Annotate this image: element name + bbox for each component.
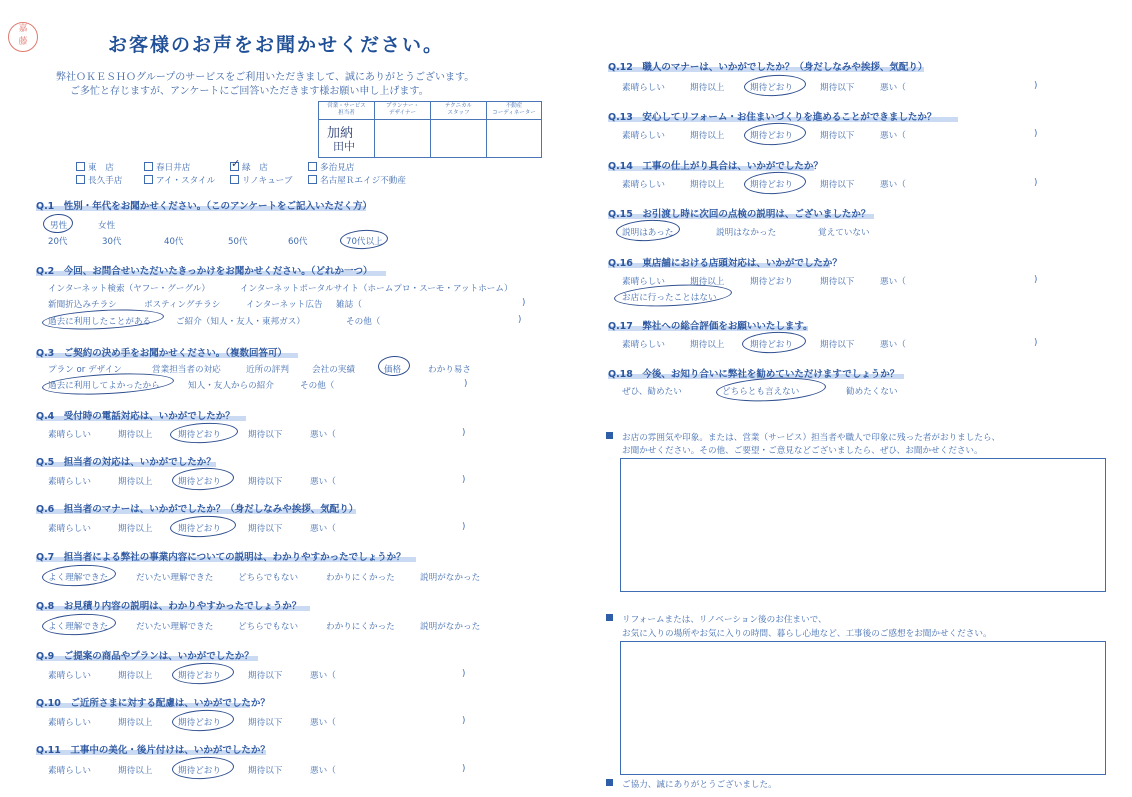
answer-circle xyxy=(615,218,680,242)
staff-header-realestate: 不動産 コーディネーター xyxy=(487,102,541,120)
q3-label: Q.3 ご契約の決め手をお聞かせください。（複数回答可） xyxy=(36,348,288,359)
answer-circle xyxy=(42,307,165,332)
q1-label: Q.1 性別・年代をお聞かせください。（このアンケートをご記入いただく方） xyxy=(36,201,372,212)
q3-opt-friend-referral[interactable]: 知人・友人からの紹介 xyxy=(188,381,274,391)
q13-opt-bad[interactable]: 悪い（ xyxy=(880,131,906,141)
q15-opt-explained[interactable]: 説明はあった xyxy=(622,228,674,238)
checkbox-icon xyxy=(144,162,153,171)
answer-circle xyxy=(42,563,117,588)
q5-opt-excellent[interactable]: 素晴らしい xyxy=(48,477,91,487)
q14-opt-excellent[interactable]: 素晴らしい xyxy=(622,180,665,190)
q17-opt-above[interactable]: 期待以上 xyxy=(690,340,725,350)
q8-opt-neutral[interactable]: どちらでもない xyxy=(238,622,299,632)
q17-opt-excellent[interactable]: 素晴らしい xyxy=(622,340,665,350)
staff-header-technical: テクニカル スタッフ xyxy=(431,102,486,120)
q11-opt-above[interactable]: 期待以上 xyxy=(118,766,153,776)
handwritten-staff-1: 加納 xyxy=(327,126,354,141)
q13-opt-as-expected[interactable]: 期待どおり xyxy=(750,131,793,141)
q10-opt-below[interactable]: 期待以下 xyxy=(248,718,283,728)
q9-opt-excellent[interactable]: 素晴らしい xyxy=(48,671,91,681)
q3-opt-price[interactable]: 価格 xyxy=(384,365,402,375)
q8-opt-none[interactable]: 説明がなかった xyxy=(420,622,481,632)
q13-paren-close: ) xyxy=(1034,129,1038,139)
checkmark-icon: ✓ xyxy=(231,157,241,170)
q4-opt-above[interactable]: 期待以上 xyxy=(118,430,153,440)
q9-label: Q.9 ご提案の商品やプランは、いかがでしたか？ xyxy=(36,651,254,662)
bullet-square-icon xyxy=(606,432,613,439)
q4-opt-excellent[interactable]: 素晴らしい xyxy=(48,430,91,440)
checkbox-icon xyxy=(308,162,317,171)
intro-line-2: ご多忙と存じますが、アンケートにご回答いただきます様お願い申し上げます。 xyxy=(70,86,429,97)
q6-opt-below[interactable]: 期待以下 xyxy=(248,524,283,534)
q14-opt-below[interactable]: 期待以下 xyxy=(820,180,855,190)
q9-opt-below[interactable]: 期待以下 xyxy=(248,671,283,681)
q13-opt-excellent[interactable]: 素晴らしい xyxy=(622,131,665,141)
answer-circle xyxy=(743,121,806,146)
staff-header-sales: 営業・サービス 担当者 xyxy=(319,102,374,120)
q6-opt-bad[interactable]: 悪い（ xyxy=(310,524,336,534)
q16-opt-bad[interactable]: 悪い（ xyxy=(880,277,906,287)
q16-opt-excellent[interactable]: 素晴らしい xyxy=(622,277,665,287)
q18-opt-not-recommend[interactable]: 勧めたくない xyxy=(846,387,898,397)
comment2-prompt-line1: リフォームまたは、リノベーション後のお住まいで、 xyxy=(622,615,827,625)
q2-label: Q.2 今回、お問合せいただいたきっかけをお聞かせください。（どれか一つ） xyxy=(36,266,373,277)
q17-paren-close: ) xyxy=(1034,338,1038,348)
q5-opt-bad[interactable]: 悪い（ xyxy=(310,477,336,487)
q8-opt-hard[interactable]: わかりにくかった xyxy=(326,622,395,632)
q12-paren-close: ) xyxy=(1034,81,1038,91)
checkbox-icon xyxy=(76,162,85,171)
q16-opt-below[interactable]: 期待以下 xyxy=(820,277,855,287)
staff-table xyxy=(318,101,542,158)
q12-label: Q.12 職人のマナーは、いかがでしたか？（身だしなみや挨拶、気配り） xyxy=(608,62,928,73)
q8-opt-mostly[interactable]: だいたい理解できた xyxy=(136,622,214,632)
comment2-prompt-line2: お気に入りの場所やお気に入りの時間、暮らし心地など、工事後のご感想をお聞かせください。 xyxy=(622,629,992,639)
q12-opt-above[interactable]: 期待以上 xyxy=(690,83,725,93)
q13-label: Q.13 安心してリフォーム・お住まいづくりを進めることができましたか？ xyxy=(608,112,937,123)
q3-opt-record[interactable]: 会社の実績 xyxy=(312,365,355,375)
q14-opt-as-expected[interactable]: 期待どおり xyxy=(750,180,793,190)
q18-opt-recommend[interactable]: ぜひ、勧めたい xyxy=(622,387,682,397)
store-nagakute[interactable]: 長久手店 xyxy=(76,174,122,186)
q3-opt-past-good[interactable]: 過去に利用してよかったから xyxy=(48,381,160,391)
q6-opt-above[interactable]: 期待以上 xyxy=(118,524,153,534)
q2-paren-close: ) xyxy=(522,298,526,308)
q18-opt-neutral[interactable]: どちらとも言えない xyxy=(722,387,800,397)
q3-opt-clarity[interactable]: わかり易さ xyxy=(428,365,471,375)
q3-opt-sales[interactable]: 営業担当者の対応 xyxy=(152,365,221,375)
bullet-square-icon xyxy=(606,779,613,786)
q2-opt-newspaper[interactable]: 新聞折込みチラシ xyxy=(48,300,117,310)
q16-opt-never-visited[interactable]: お店に行ったことはない xyxy=(622,293,717,303)
q2-opt-portal[interactable]: インターネットポータルサイト（ホームプロ・スーモ・アットホーム） xyxy=(240,284,513,294)
q17-opt-below[interactable]: 期待以下 xyxy=(820,340,855,350)
q2-opt-other[interactable]: その他（ xyxy=(346,317,381,327)
q7-opt-mostly[interactable]: だいたい理解できた xyxy=(136,573,214,583)
handwritten-staff-2: 田中 xyxy=(333,140,355,153)
seal-stamp: 嘉 藤 xyxy=(8,22,38,52)
q9-opt-bad[interactable]: 悪い（ xyxy=(310,671,336,681)
answer-circle xyxy=(340,229,389,250)
q12-opt-excellent[interactable]: 素晴らしい xyxy=(622,83,665,93)
q9-opt-as-expected[interactable]: 期待どおり xyxy=(178,671,221,681)
q7-label: Q.7 担当者による弊社の事業内容についての説明は、わかりやすかったでしょうか？ xyxy=(36,552,406,563)
q10-opt-bad[interactable]: 悪い（ xyxy=(310,718,336,728)
q1-age-20[interactable]: 20代 xyxy=(48,237,68,247)
q11-paren-close: ) xyxy=(462,764,466,774)
closing-text: ご協力、誠にありがとうございました。 xyxy=(622,780,777,790)
q13-opt-below[interactable]: 期待以下 xyxy=(820,131,855,141)
store-renocube[interactable]: リノキューブ xyxy=(230,174,292,186)
q2-opt-posting[interactable]: ポスティングチラシ xyxy=(144,300,221,310)
q2-paren-close-2: ) xyxy=(518,315,522,325)
store-midori[interactable]: ✓ 緑 店 xyxy=(231,157,268,173)
q12-opt-bad[interactable]: 悪い（ xyxy=(880,83,906,93)
q9-paren-close: ) xyxy=(462,669,466,679)
q1-age-30[interactable]: 30代 xyxy=(102,237,122,247)
q5-opt-above[interactable]: 期待以上 xyxy=(118,477,153,487)
q7-opt-hard[interactable]: わかりにくかった xyxy=(326,573,395,583)
q6-opt-as-expected[interactable]: 期待どおり xyxy=(178,524,221,534)
q3-paren-close: ) xyxy=(464,379,468,389)
q11-label: Q.11 工事中の美化・後片付けは、いかがでしたか？ xyxy=(36,745,270,756)
q1-age-70plus[interactable]: 70代以上 xyxy=(346,237,383,247)
q4-label: Q.4 受付時の電話対応は、いかがでしたか？ xyxy=(36,411,235,422)
q14-opt-bad[interactable]: 悪い（ xyxy=(880,180,906,190)
q12-opt-as-expected[interactable]: 期待どおり xyxy=(750,83,793,93)
q4-opt-bad[interactable]: 悪い（ xyxy=(310,430,336,440)
q9-opt-above[interactable]: 期待以上 xyxy=(118,671,153,681)
store-istyle[interactable]: アイ・スタイル xyxy=(144,174,215,186)
answer-circle xyxy=(743,170,806,195)
q8-opt-well[interactable]: よく理解できた xyxy=(48,622,109,632)
q16-opt-as-expected[interactable]: 期待どおり xyxy=(750,277,793,287)
q17-label: Q.17 弊社への総合評価をお願いいたします。 xyxy=(608,321,813,332)
checkbox-icon xyxy=(144,175,153,184)
q10-opt-above[interactable]: 期待以上 xyxy=(118,718,153,728)
q5-paren-close: ) xyxy=(462,475,466,485)
q10-opt-excellent[interactable]: 素晴らしい xyxy=(48,718,91,728)
q3-opt-plan[interactable]: プラン or デザイン xyxy=(48,365,122,375)
answer-circle xyxy=(170,421,239,445)
q7-opt-well[interactable]: よく理解できた xyxy=(48,573,109,583)
q4-paren-close: ) xyxy=(462,428,466,438)
q3-opt-reputation[interactable]: 近所の評判 xyxy=(246,365,289,375)
q6-paren-close: ) xyxy=(462,522,466,532)
answer-circle xyxy=(42,612,117,637)
q11-opt-as-expected[interactable]: 期待どおり xyxy=(178,766,221,776)
q10-label: Q.10 ご近所さまに対する配慮は、いかがでしたか？ xyxy=(36,698,270,709)
comment1-prompt-line1: お店の雰囲気や印象。または、営業（サービス）担当者や職人で印象に残った者がおりましたら、 xyxy=(622,433,1001,443)
answer-circle xyxy=(743,73,806,97)
q11-opt-bad[interactable]: 悪い（ xyxy=(310,766,336,776)
checkbox-icon xyxy=(76,175,85,184)
q1-female[interactable]: 女性 xyxy=(98,221,116,231)
answer-circle xyxy=(171,708,234,732)
q7-opt-neutral[interactable]: どちらでもない xyxy=(238,573,299,583)
q15-label: Q.15 お引渡し時に次回の点検の説明は、ございましたか？ xyxy=(608,209,871,220)
q15-opt-not-explained[interactable]: 説明はなかった xyxy=(716,228,777,238)
q1-male[interactable]: 男性 xyxy=(50,221,68,231)
q1-age-40[interactable]: 40代 xyxy=(164,237,184,247)
q2-opt-search[interactable]: インターネット検索（ヤフー・グーグル） xyxy=(48,284,210,294)
q11-opt-excellent[interactable]: 素晴らしい xyxy=(48,766,91,776)
checkbox-icon xyxy=(230,175,239,184)
q2-opt-referral[interactable]: ご紹介（知人・友人・東邦ガス） xyxy=(176,317,305,327)
q4-opt-below[interactable]: 期待以下 xyxy=(248,430,283,440)
page-title: お客様のお声をお聞かせください。 xyxy=(108,34,445,56)
q16-opt-above[interactable]: 期待以上 xyxy=(690,277,725,287)
bullet-square-icon xyxy=(606,614,613,621)
q18-label: Q.18 今後、お知り合いに弊社を勧めていただけますでしょうか？ xyxy=(608,369,900,380)
q4-opt-as-expected[interactable]: 期待どおり xyxy=(178,430,221,440)
answer-circle xyxy=(43,213,74,234)
answer-circle xyxy=(171,466,234,491)
answer-circle xyxy=(377,355,410,377)
answer-circle xyxy=(171,755,234,780)
q17-opt-as-expected[interactable]: 期待どおり xyxy=(750,340,793,350)
q1-age-60[interactable]: 60代 xyxy=(288,237,308,247)
q15-opt-not-remember[interactable]: 覚えていない xyxy=(818,228,870,238)
q2-opt-past-use[interactable]: 過去に利用したことがある xyxy=(48,317,152,327)
q10-paren-close: ) xyxy=(462,716,466,726)
q5-opt-below[interactable]: 期待以下 xyxy=(248,477,283,487)
q2-opt-magazine[interactable]: 雑誌（ xyxy=(336,300,362,310)
q6-opt-excellent[interactable]: 素晴らしい xyxy=(48,524,91,534)
comment1-prompt-line2: お聞かせください。その他、ご要望・ご意見などございましたら、ぜひ、お聞かせください。 xyxy=(622,446,983,456)
q14-opt-above[interactable]: 期待以上 xyxy=(690,180,725,190)
q6-label: Q.6 担当者のマナーは、いかがでしたか？（身だしなみや挨拶、気配り） xyxy=(36,504,359,515)
q7-opt-none[interactable]: 説明がなかった xyxy=(420,573,481,583)
store-tajimi[interactable]: 多治見店 xyxy=(308,161,354,173)
q1-age-50[interactable]: 50代 xyxy=(228,237,248,247)
q14-paren-close: ) xyxy=(1034,178,1038,188)
q8-label: Q.8 お見積り内容の説明は、わかりやすかったでしょうか？ xyxy=(36,601,302,612)
q5-label: Q.5 担当者の対応は、いかがでしたか？ xyxy=(36,457,216,468)
store-kasugai[interactable]: 春日井店 xyxy=(144,161,190,173)
intro-line-1: 弊社ＯＫＥＳＨＯグループのサービスをご利用いただきまして、誠にありがとうございます。 xyxy=(56,72,475,83)
store-higashi[interactable]: 東 店 xyxy=(76,161,114,173)
staff-header-planner: プランナー・ デザイナー xyxy=(375,102,430,120)
comment1-textbox[interactable] xyxy=(620,458,1106,592)
store-nagoya-rage[interactable]: 名古屋Ｒエイジ不動産 xyxy=(308,174,406,186)
q11-opt-below[interactable]: 期待以下 xyxy=(248,766,283,776)
q3-opt-other[interactable]: その他（ xyxy=(300,381,335,391)
q16-paren-close: ) xyxy=(1034,275,1038,285)
comment2-textbox[interactable] xyxy=(620,641,1106,775)
answer-circle xyxy=(171,661,234,685)
q5-opt-as-expected[interactable]: 期待どおり xyxy=(178,477,221,487)
q16-label: Q.16 東店舗における店頭対応は、いかがでしたか？ xyxy=(608,258,842,269)
q12-opt-below[interactable]: 期待以下 xyxy=(820,83,855,93)
q13-opt-above[interactable]: 期待以上 xyxy=(690,131,725,141)
q2-opt-internet-ad[interactable]: インターネット広告 xyxy=(246,300,323,310)
answer-circle xyxy=(169,514,236,538)
checkbox-icon xyxy=(308,175,317,184)
q14-label: Q.14 工事の仕上がり具合は、いかがでしたか？ xyxy=(608,161,823,172)
q17-opt-bad[interactable]: 悪い（ xyxy=(880,340,906,350)
answer-circle xyxy=(741,330,806,354)
q10-opt-as-expected[interactable]: 期待どおり xyxy=(178,718,221,728)
